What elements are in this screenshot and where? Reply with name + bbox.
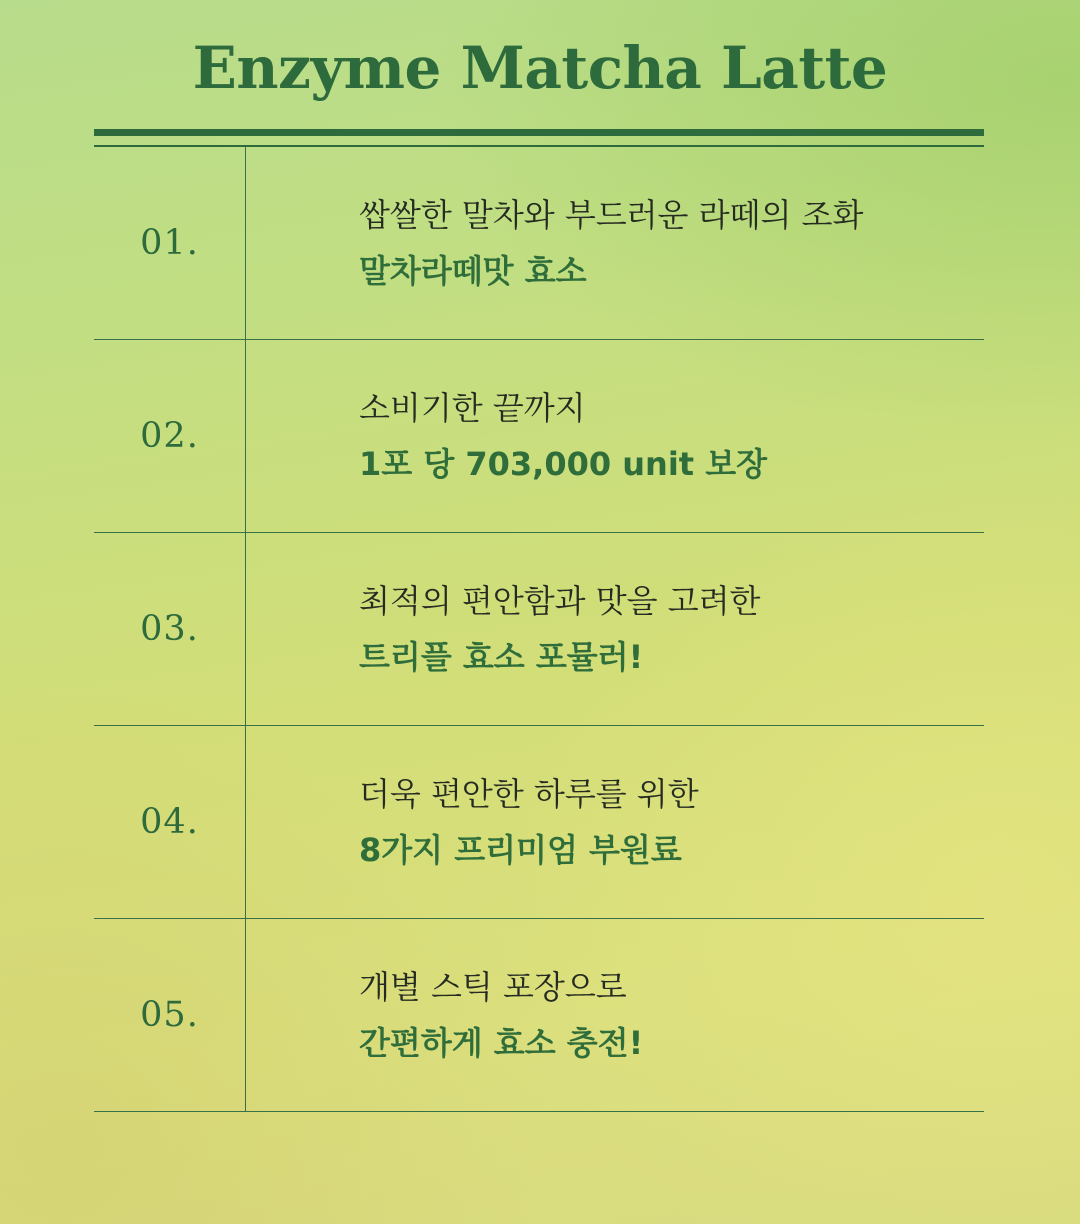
feature-description: 쌉쌀한 말차와 부드러운 라떼의 조화: [359, 196, 864, 234]
page-title: Enzyme Matcha Latte: [192, 34, 888, 102]
feature-highlight: 1포 당 703,000 unit 보장: [359, 445, 768, 483]
feature-text: [359, 147, 863, 339]
feature-highlight: 말차라떼맛 효소: [359, 252, 587, 290]
feature-number: 02.: [94, 340, 246, 532]
feature-text: [359, 340, 767, 532]
feature-description: 소비기한 끝까지: [359, 389, 586, 427]
feature-description: 개별 스틱 포장으로: [359, 968, 627, 1006]
feature-row-03: [94, 533, 984, 726]
feature-text: [359, 919, 643, 1111]
title-divider-thick: [94, 129, 984, 136]
feature-row-01: [94, 147, 984, 340]
feature-highlight: 8가지 프리미엄 부원료: [359, 831, 682, 869]
feature-description: 최적의 편안함과 맛을 고려한: [359, 582, 761, 620]
feature-row-02: [94, 340, 984, 533]
feature-description: 더욱 편안한 하루를 위한: [359, 775, 699, 813]
feature-table: [94, 147, 984, 1112]
feature-row-05: [94, 919, 984, 1112]
feature-highlight: 간편하게 효소 충전!: [359, 1024, 644, 1062]
feature-highlight: 트리플 효소 포뮬러!: [359, 638, 644, 676]
feature-number: 04.: [94, 726, 246, 918]
feature-number: 01.: [94, 147, 246, 339]
feature-row-04: [94, 726, 984, 919]
feature-text: [359, 726, 699, 918]
feature-number: 03.: [94, 533, 246, 725]
feature-number: 05.: [94, 919, 246, 1111]
feature-text: [359, 533, 760, 725]
